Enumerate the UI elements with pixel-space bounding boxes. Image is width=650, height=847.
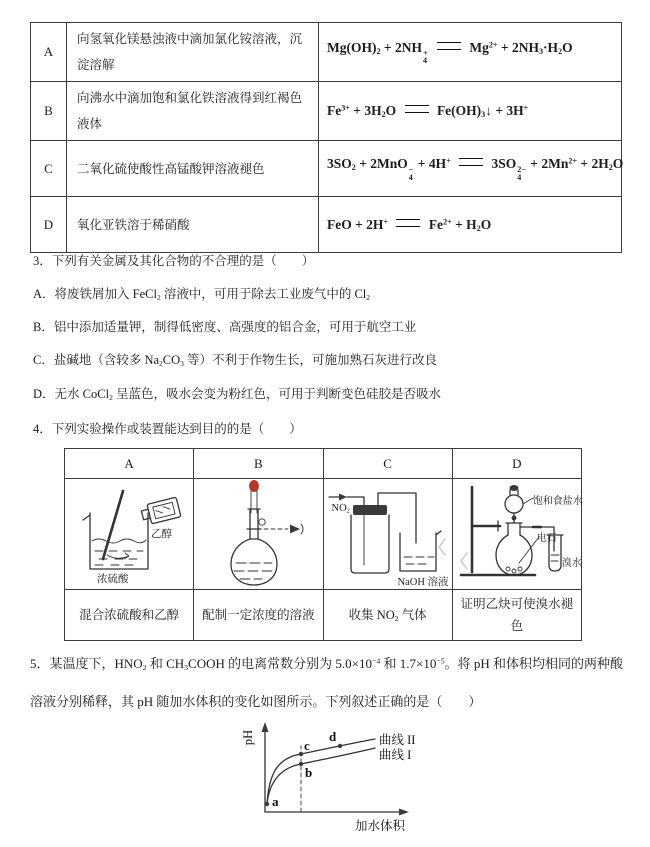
- iron-stand-icon: [461, 487, 535, 575]
- eye-level-sight-line: [264, 524, 303, 534]
- brine-label: 饱和食盐水: [532, 496, 583, 507]
- column-header-d: D: [452, 449, 581, 479]
- point-a-dot: [265, 802, 269, 806]
- reagent-bottle-icon: [140, 497, 181, 525]
- caption-c: 收集 $NO_2$ 气体: [323, 590, 452, 641]
- row-equation: FeO + 2H+ $Fe^{2+} + H_2O$: [319, 197, 622, 253]
- volumetric-flask-figure: [194, 479, 323, 589]
- experiment-figure-c: [324, 479, 452, 589]
- curve-i-label: 曲线 I: [379, 748, 412, 762]
- row-description: 二氧化硫使酸性高锰酸钾溶液褪色: [67, 141, 319, 197]
- caption-b: 配制一定浓度的溶液: [194, 590, 323, 641]
- stirring-rod-icon: [103, 491, 123, 559]
- carbide-label: 电石: [536, 533, 557, 544]
- gas-bottle-icon: [351, 505, 389, 573]
- bromine-water-label: 溴水: [561, 558, 582, 569]
- round-flask-icon: [496, 523, 532, 575]
- row-description: 氧化亚铁溶于稀硝酸: [67, 197, 319, 253]
- point-b-dot: [299, 762, 303, 766]
- experiments-figure-row: [65, 479, 582, 590]
- point-c-label: c: [304, 738, 310, 753]
- gas-collection-figure: [324, 479, 453, 589]
- q4-stem: 4．下列实验操作或装置能达到目的的是（ ）: [33, 422, 302, 436]
- no2-label: $NO_2$: [331, 503, 350, 515]
- caption-d: 证明乙炔可使溴水褪色: [452, 590, 581, 641]
- row-equation: $3SO_2 + 2MnO$ − 4 + 4H+ 3SO 2− 4 + $2Mn^{2+} + 2H_2O$: [319, 141, 622, 197]
- watermark-mark: [461, 553, 467, 569]
- experiments-caption-row: [65, 590, 582, 641]
- column-header-a: A: [65, 449, 194, 479]
- q3-option-d: D．无水 CoCl$_2$ 呈蓝色，吸水会变为粉红色，可用于判断变色硅胶是否吸水: [33, 387, 441, 402]
- row-description: 向沸水中滴加饱和氯化铁溶液得到红褐色液体: [67, 82, 319, 141]
- caption-a: 混合浓硫酸和乙醇: [65, 590, 194, 641]
- volumetric-flask-icon: [231, 509, 277, 585]
- watermark-mark: [439, 539, 445, 555]
- funnel-leader-line: [523, 498, 533, 504]
- ethanol-label: 乙醇: [151, 529, 172, 540]
- sulfuric-acid-label: 浓硫酸: [97, 574, 129, 585]
- point-a-label: a: [272, 794, 279, 809]
- reactions-table: [30, 22, 622, 253]
- q3-option-a: A．将废铁屑加入 FeCl$_2$ 溶液中，可用于除去工业废气中的 $Cl_2$: [33, 287, 371, 302]
- flask-leader-line: [519, 537, 539, 563]
- table-row: [31, 82, 622, 141]
- curve-i-line: [267, 748, 375, 804]
- x-axis-label: 加水体积: [355, 819, 406, 833]
- row-label: B: [31, 82, 67, 141]
- collection-beaker-icon: [400, 531, 441, 571]
- row-label: D: [31, 197, 67, 253]
- eye-icon: [290, 525, 300, 534]
- delivery-tube-icon: [378, 493, 416, 543]
- experiment-figure-a: [65, 479, 193, 589]
- experiment-figure-b: [194, 479, 322, 589]
- naoh-label: NaOH 溶液: [397, 577, 449, 588]
- table-row: [31, 197, 622, 253]
- beaker-icon: [83, 513, 148, 569]
- column-header-c: C: [323, 449, 452, 479]
- experiments-table: [64, 448, 582, 641]
- mixing-apparatus-figure: [65, 479, 194, 589]
- experiments-header-row: [65, 449, 582, 479]
- column-header-b: B: [194, 449, 323, 479]
- row-equation: $Fe^{3+} + 3H_2O$ $Fe(OH)_3↓ + 3H^+$: [319, 82, 622, 141]
- experiment-figure-d: [453, 479, 581, 589]
- curve-ii-label: 曲线 II: [379, 733, 416, 747]
- point-d-label: d: [329, 729, 337, 744]
- row-label: C: [31, 141, 67, 197]
- point-c-dot: [299, 752, 303, 756]
- point-d-dot: [338, 744, 342, 748]
- row-description: 向氢氧化镁悬浊液中滴加氯化铵溶液，沉淀溶解: [67, 23, 319, 82]
- row-equation: $Mg(OH)_2 + 2NH$ + 4 $Mg^{2+} + 2NH_3\cdot H_2O$: [319, 23, 622, 82]
- dropping-funnel-icon: [505, 485, 523, 523]
- q5-stem: 5．某温度下，$HNO_2$ 和 $CH_3COOH$ 的电离常数分别为 $5.0\times 10^{-4}$ 和 $1.7\times 10^{-5}$。将 pH 和体积均相同的两种酸溶液分别稀释，其 pH 随加水体积的变化如图所示。下列叙述正确的是（ ）: [30, 656, 624, 709]
- table-row: [31, 23, 622, 82]
- q3-stem: 3．下列有关金属及其化合物的不合理的是（ ）: [33, 254, 315, 268]
- ph-dilution-graph: [213, 718, 463, 845]
- y-axis-label: pH: [241, 729, 256, 746]
- q3-option-c: C．盐碱地（含较多 $Na_2CO_3$ 等）不利于作物生长，可施加熟石灰进行改良: [33, 353, 438, 368]
- table-row: [31, 141, 622, 197]
- q3-option-b: B．铝中添加适量钾，制得低密度、高强度的铝合金，可用于航空工业: [33, 320, 417, 334]
- row-label: A: [31, 23, 67, 82]
- point-b-label: b: [305, 765, 313, 780]
- dropper-icon: [249, 480, 259, 513]
